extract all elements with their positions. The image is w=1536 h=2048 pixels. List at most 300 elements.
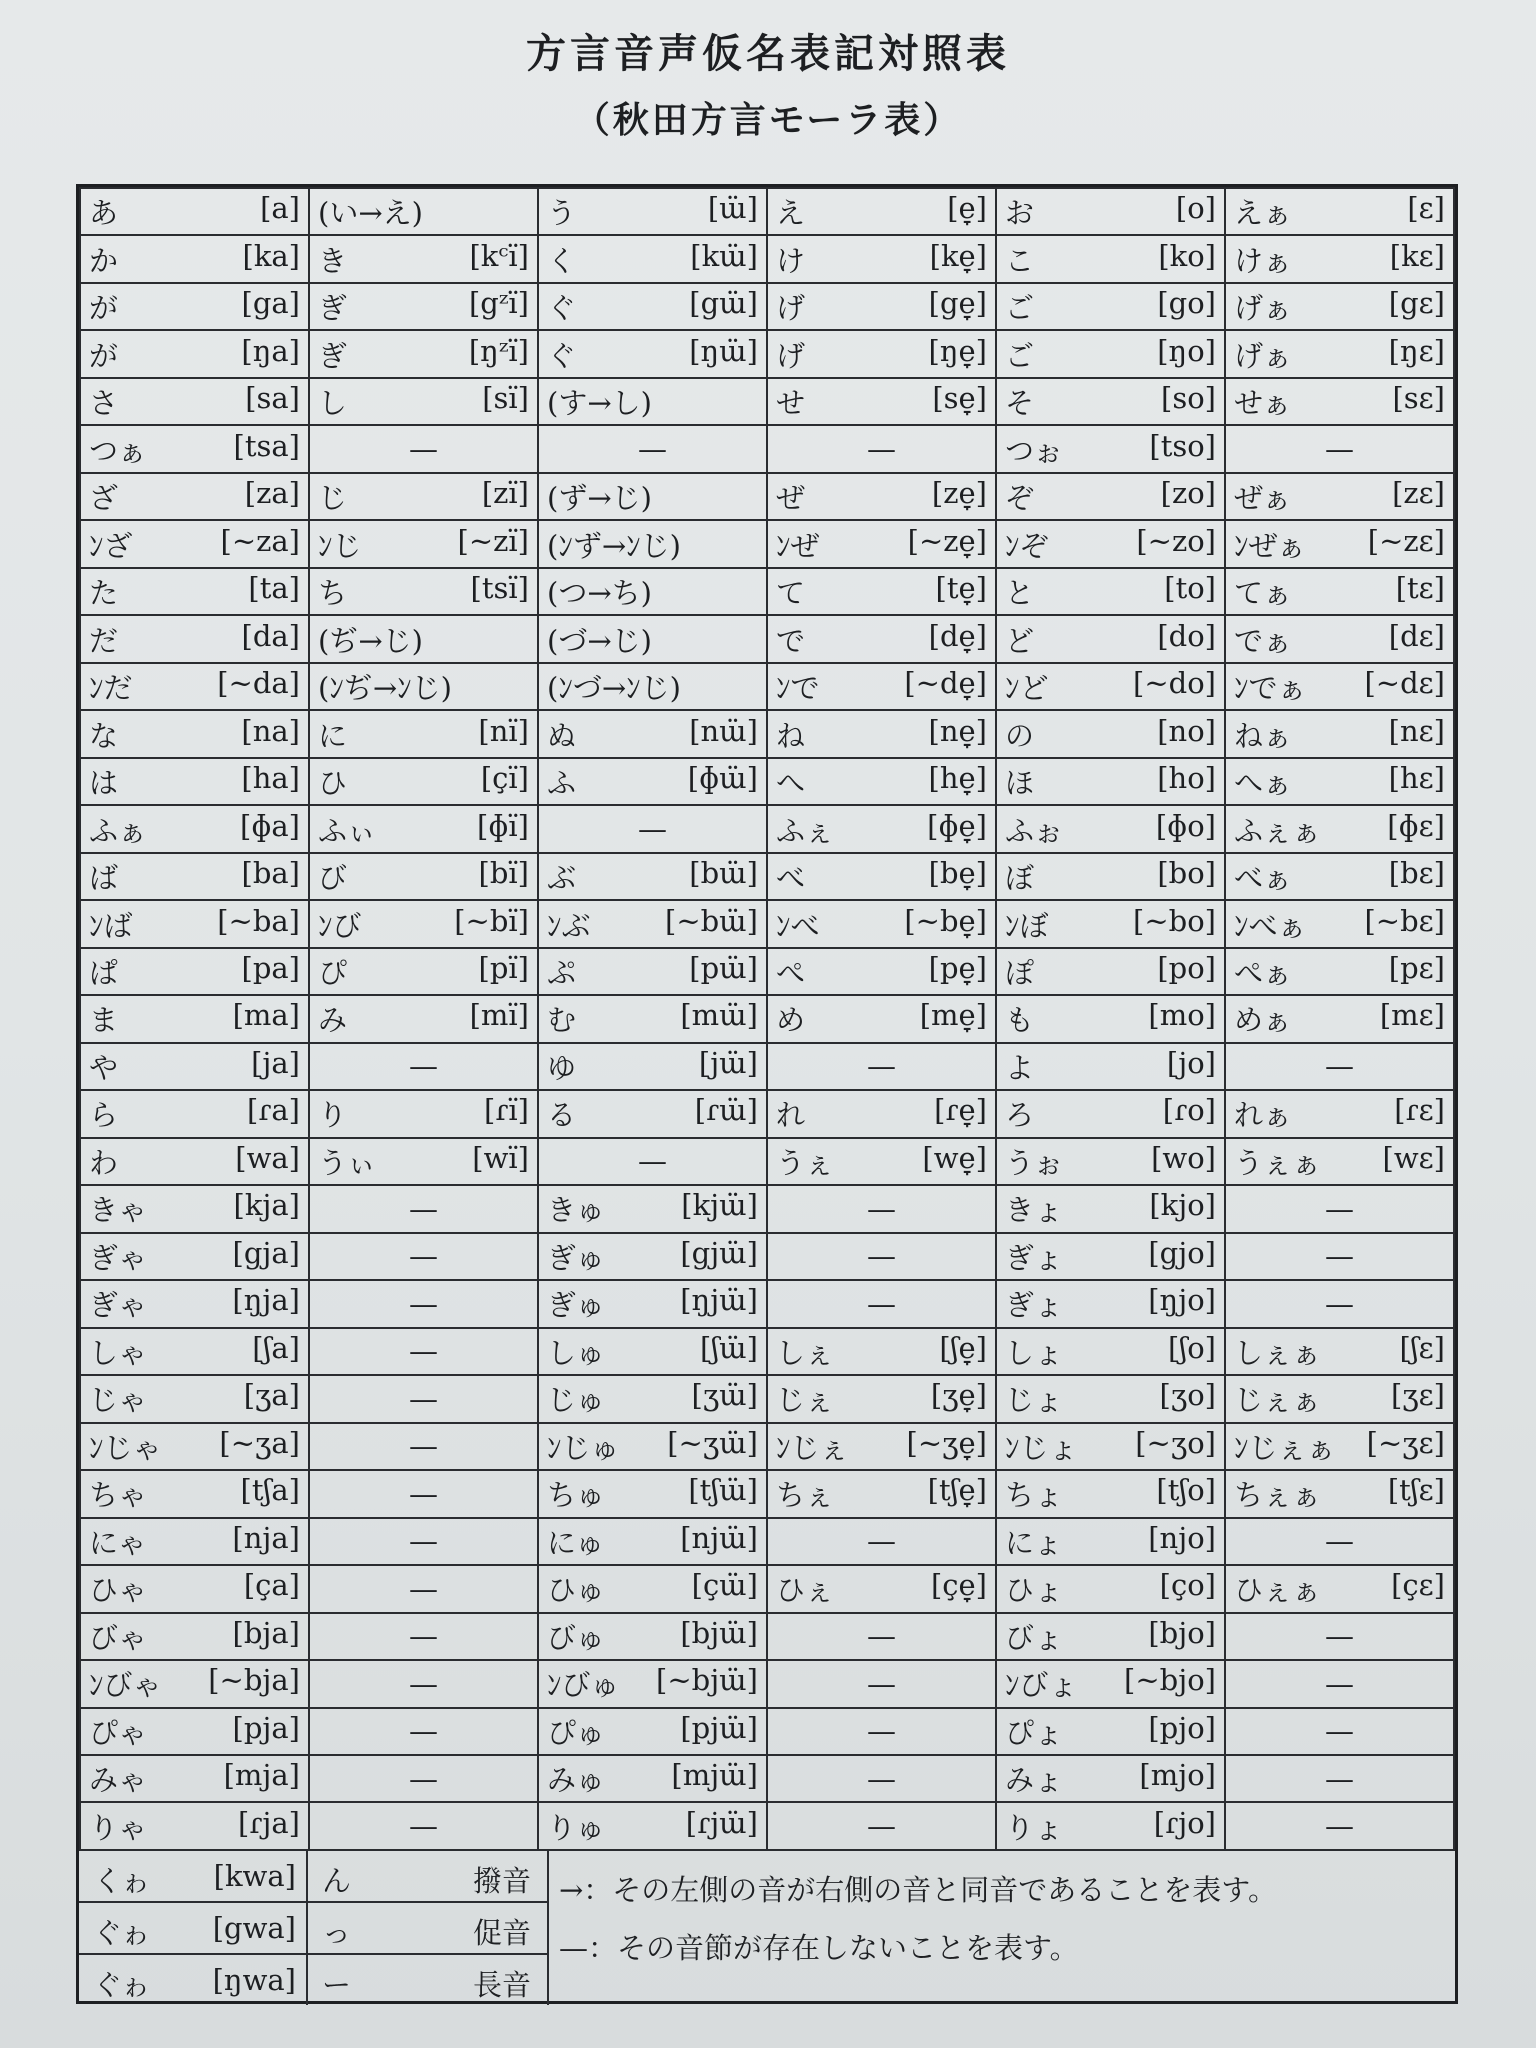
table-row xyxy=(80,520,1454,567)
absent-mark: — xyxy=(409,1714,438,1749)
kana-text: ﾝぶ xyxy=(547,908,591,943)
table-cell xyxy=(996,805,1225,852)
kana-text: も xyxy=(1005,1003,1035,1038)
phonetic-text: [ɾɛ] xyxy=(1394,1093,1445,1128)
kana-text: ﾝびゅ xyxy=(547,1668,620,1703)
table-row xyxy=(80,900,1454,947)
phonetic-text: [nɯ̈] xyxy=(689,713,758,748)
merge-note: (す→し) xyxy=(547,386,652,421)
table-cell xyxy=(80,1470,309,1517)
kana-text: くゎ xyxy=(93,1864,151,1898)
kana-text: げ xyxy=(776,291,806,326)
phonetic-text: [nɛ] xyxy=(1388,713,1445,748)
phonetic-text: [~ʒe̞] xyxy=(906,1425,987,1460)
table-cell xyxy=(767,1090,996,1137)
table-cell xyxy=(996,283,1225,330)
table-cell xyxy=(1225,1375,1454,1422)
kana-text: ぐゎ xyxy=(93,1916,151,1950)
page-title: 方言音声仮名表記対照表 xyxy=(526,30,1010,77)
kana-text: ﾝびょ xyxy=(1005,1668,1078,1703)
kana-text: びょ xyxy=(1005,1620,1064,1655)
absent-mark: — xyxy=(867,1666,896,1701)
kana-text: みゅ xyxy=(547,1763,606,1798)
phonetic-text: [tsï] xyxy=(470,571,529,606)
table-cell xyxy=(80,283,309,330)
phonetic-text: [bɛ] xyxy=(1388,856,1445,891)
phonetic-text: [ɯ̈] xyxy=(707,191,758,226)
phonetic-text: [wï] xyxy=(472,1140,529,1175)
merge-note: (つ→ち) xyxy=(547,576,652,611)
phonetic-text: [ha] xyxy=(241,761,300,796)
phonetic-text: [ɾa] xyxy=(246,1093,300,1128)
phonetic-text: [~bjo] xyxy=(1124,1663,1216,1698)
phonetic-text: [ho] xyxy=(1157,761,1216,796)
kana-text: ぞ xyxy=(1005,481,1035,516)
table-cell xyxy=(1225,948,1454,995)
table-cell xyxy=(80,758,309,805)
table-cell xyxy=(309,1043,538,1090)
phonetic-text: [~zɛ] xyxy=(1367,523,1445,558)
phonetic-text: [no] xyxy=(1157,713,1216,748)
phonetic-text: [to] xyxy=(1164,571,1216,606)
phonetic-text: [kjɯ̈] xyxy=(681,1188,758,1223)
table-cell xyxy=(1225,283,1454,330)
table-row xyxy=(80,758,1454,805)
table-cell xyxy=(996,1185,1225,1232)
kana-text: ぜぁ xyxy=(1234,481,1292,516)
absent-mark: — xyxy=(638,1144,667,1179)
table-cell xyxy=(767,188,996,235)
merge-note: (ﾝぢ→ﾝじ) xyxy=(318,671,452,706)
table-cell xyxy=(996,568,1225,615)
table-cell xyxy=(309,378,538,425)
table-cell xyxy=(996,1660,1225,1707)
kana-text: しゅ xyxy=(547,1335,606,1370)
table-cell xyxy=(996,330,1225,377)
table-cell xyxy=(80,188,309,235)
table-cell xyxy=(538,1565,767,1612)
phonetic-text: [tʃo] xyxy=(1156,1473,1216,1508)
kana-text: じゅ xyxy=(547,1383,606,1418)
phonetic-text: [pjo] xyxy=(1148,1710,1216,1745)
kana-text: ふぇ xyxy=(776,813,835,848)
absent-mark: — xyxy=(1325,1286,1354,1321)
table-cell xyxy=(996,995,1225,1042)
phonetic-text: [sï] xyxy=(482,381,529,416)
table-cell xyxy=(767,473,996,520)
table-cell xyxy=(1225,520,1454,567)
phonetic-text: [jo] xyxy=(1166,1045,1216,1080)
phonetic-text: [njɯ̈] xyxy=(680,1520,758,1555)
table-cell xyxy=(767,758,996,805)
table-cell xyxy=(309,1613,538,1660)
phonetic-text: [~dɛ] xyxy=(1364,666,1445,701)
table-cell xyxy=(309,425,538,472)
phonetic-text: [jɯ̈] xyxy=(698,1045,758,1080)
table-cell xyxy=(1225,330,1454,377)
kana-text: ぴゃ xyxy=(89,1715,148,1750)
kana-text: てぁ xyxy=(1234,576,1293,611)
table-cell xyxy=(80,1233,309,1280)
phonetic-text: [te̞] xyxy=(935,571,987,606)
absent-mark: — xyxy=(409,1524,438,1559)
table-cell xyxy=(1225,1660,1454,1707)
phonetic-text: [ŋo] xyxy=(1157,333,1216,368)
table-cell xyxy=(309,1138,538,1185)
phonetic-text: [ʃe̞] xyxy=(939,1330,987,1365)
phonetic-text: [ŋjɯ̈] xyxy=(680,1283,758,1318)
absent-mark: — xyxy=(867,1524,896,1559)
kana-text: ぴゅ xyxy=(547,1715,606,1750)
table-cell xyxy=(767,1423,996,1470)
kana-text: ﾝび xyxy=(318,908,362,943)
absent-mark: — xyxy=(409,1619,438,1654)
phonetic-text: [bjo] xyxy=(1148,1615,1216,1650)
table-row xyxy=(80,235,1454,282)
phonetic-text: [sa] xyxy=(245,381,300,416)
kana-text: る xyxy=(547,1098,577,1133)
table-cell xyxy=(1225,853,1454,900)
phonetic-text: [~do] xyxy=(1133,666,1216,701)
absent-mark: — xyxy=(867,1809,896,1844)
table-cell xyxy=(1225,378,1454,425)
kana-text: ぺぁ xyxy=(1234,955,1293,990)
kana-text: にょ xyxy=(1005,1525,1063,1560)
legend-kana-cell xyxy=(79,1955,308,2005)
kana-text: へ xyxy=(776,766,806,801)
table-cell xyxy=(767,1470,996,1517)
phonetic-text: [ŋjo] xyxy=(1148,1283,1216,1318)
kana-text: びゃ xyxy=(89,1620,148,1655)
table-cell xyxy=(80,1660,309,1707)
phonetic-text: [ja] xyxy=(251,1045,300,1080)
phonetic-text: [gɯ̈] xyxy=(689,286,758,321)
kana-text: か xyxy=(89,243,119,278)
table-cell xyxy=(80,948,309,995)
kana-text: せ xyxy=(776,386,806,421)
absent-mark: — xyxy=(1325,1239,1354,1274)
table-cell xyxy=(1225,1423,1454,1470)
phonetic-text: [wɛ] xyxy=(1382,1140,1445,1175)
kana-text: ふぉ xyxy=(1005,813,1064,848)
table-cell xyxy=(538,1280,767,1327)
kana-text: じぇぁ xyxy=(1234,1383,1322,1418)
kana-text: しぇぁ xyxy=(1234,1335,1322,1370)
kana-text: りゃ xyxy=(89,1810,148,1845)
table-cell xyxy=(767,330,996,377)
table-cell xyxy=(309,1660,538,1707)
table-cell xyxy=(767,900,996,947)
kana-text: ぴ xyxy=(318,955,348,990)
kana-text: つぁ xyxy=(89,433,147,468)
kana-text: ろ xyxy=(1005,1098,1035,1133)
mora-table-body xyxy=(80,188,1454,1850)
phonetic-text: [we̞] xyxy=(922,1140,987,1175)
phonetic-text: [ma] xyxy=(232,998,300,1033)
kana-text: き xyxy=(318,243,348,278)
table-cell xyxy=(538,283,767,330)
kana-text: に xyxy=(318,718,348,753)
table-cell xyxy=(767,615,996,662)
phonetic-text: [kᶜï] xyxy=(469,238,529,273)
table-cell xyxy=(80,663,309,710)
table-cell xyxy=(1225,1043,1454,1090)
table-row xyxy=(80,330,1454,377)
table-cell xyxy=(767,1328,996,1375)
phonetic-text: [zï] xyxy=(481,476,529,511)
phonetic-text: [bjɯ̈] xyxy=(680,1615,758,1650)
table-row xyxy=(80,1708,1454,1755)
kana-text: でぁ xyxy=(1234,623,1293,658)
table-cell xyxy=(538,1233,767,1280)
phonetic-text: [nï] xyxy=(478,713,529,748)
absent-mark: — xyxy=(409,1429,438,1464)
kana-text: ﾝぞ xyxy=(1005,528,1049,563)
phonetic-text: [ʒe̞] xyxy=(930,1378,987,1413)
table-cell xyxy=(996,710,1225,757)
table-cell xyxy=(1225,188,1454,235)
table-cell xyxy=(767,1280,996,1327)
table-cell xyxy=(1225,805,1454,852)
phonetic-text: [ɸï] xyxy=(477,808,529,843)
kana-text: が xyxy=(89,338,119,373)
table-cell xyxy=(996,900,1225,947)
table-cell xyxy=(767,1755,996,1802)
kana-text: ﾝで xyxy=(776,671,820,706)
kana-text: ぺ xyxy=(776,955,806,990)
table-cell xyxy=(309,473,538,520)
table-cell xyxy=(996,235,1225,282)
kana-text: ぎゃ xyxy=(89,1240,148,1275)
table-row xyxy=(80,425,1454,472)
phonetic-text: [~bï] xyxy=(454,903,529,938)
kana-text: が xyxy=(89,291,119,326)
kana-text: と xyxy=(1005,576,1035,611)
phonetic-text: [mɯ̈] xyxy=(680,998,758,1033)
kana-text: ふぇぁ xyxy=(1234,813,1322,848)
table-cell xyxy=(80,1518,309,1565)
table-cell xyxy=(309,710,538,757)
table-row xyxy=(80,1613,1454,1660)
phonetic-text: [bo] xyxy=(1157,856,1216,891)
phonetic-text: [ɾï] xyxy=(483,1093,529,1128)
table-cell xyxy=(1225,663,1454,710)
table-row xyxy=(80,1565,1454,1612)
phonetic-text: [bja] xyxy=(232,1615,300,1650)
table-row xyxy=(80,1233,1454,1280)
table-cell xyxy=(767,663,996,710)
kana-text: な xyxy=(89,718,119,753)
table-cell xyxy=(309,1708,538,1755)
legend-row xyxy=(79,1955,549,2005)
phonetic-text: [ŋᶻï] xyxy=(468,333,529,368)
phonetic-text: [~ʒo] xyxy=(1135,1425,1216,1460)
phonetic-text: [kɯ̈] xyxy=(690,238,758,273)
table-row xyxy=(80,378,1454,425)
kana-text: だ xyxy=(89,623,119,658)
phonetic-text: [ʃɛ] xyxy=(1399,1330,1445,1365)
absent-mark: — xyxy=(1325,1809,1354,1844)
phonetic-text: [çe̞] xyxy=(930,1568,987,1603)
table-cell xyxy=(538,1375,767,1422)
table-cell xyxy=(309,235,538,282)
kana-text: ら xyxy=(89,1098,119,1133)
phonetic-text: [ɸe̞] xyxy=(927,808,987,843)
phonetic-text: [ʒo] xyxy=(1159,1378,1216,1413)
kana-text: ぎゅ xyxy=(547,1240,606,1275)
table-cell xyxy=(767,378,996,425)
absent-mark: — xyxy=(867,432,896,467)
absent-mark: — xyxy=(409,1571,438,1606)
phonetic-text: [ŋja] xyxy=(232,1283,300,1318)
table-cell xyxy=(767,235,996,282)
table-cell xyxy=(538,805,767,852)
phonetic-text: [ŋa] xyxy=(241,333,300,368)
table-cell xyxy=(538,568,767,615)
phonetic-text: [kɛ] xyxy=(1389,238,1445,273)
table-cell xyxy=(996,520,1225,567)
table-cell xyxy=(996,1423,1225,1470)
kana-text: けぁ xyxy=(1234,243,1293,278)
phonetic-text: [ça] xyxy=(243,1568,300,1603)
symbol-meaning: 促音 xyxy=(472,1916,531,1950)
phonetic-text: [so] xyxy=(1161,381,1216,416)
phonetic-text: [sɛ] xyxy=(1392,381,1445,416)
phonetic-text: [tʃe̞] xyxy=(927,1473,987,1508)
table-cell xyxy=(309,283,538,330)
table-cell xyxy=(1225,995,1454,1042)
table-cell xyxy=(80,1423,309,1470)
kana-text: ぴょ xyxy=(1005,1715,1064,1750)
table-cell xyxy=(309,1375,538,1422)
table-cell xyxy=(309,663,538,710)
table-cell xyxy=(1225,568,1454,615)
table-cell xyxy=(767,425,996,472)
phonetic-text: [ʃo] xyxy=(1168,1330,1216,1365)
kana-text: ぶ xyxy=(547,861,577,896)
phonetic-text: [ɾjo] xyxy=(1153,1805,1216,1840)
phonetic-text: [ba] xyxy=(241,856,300,891)
phonetic-text: [zɛ] xyxy=(1392,476,1445,511)
absent-mark: — xyxy=(409,1239,438,1274)
phonetic-text: [ga] xyxy=(241,286,300,321)
table-cell xyxy=(309,758,538,805)
table-cell xyxy=(1225,1470,1454,1517)
legend-symbol-cell xyxy=(308,1851,549,1901)
legend-row xyxy=(79,1851,549,1903)
phonetic-text: [ne̞] xyxy=(928,713,987,748)
phonetic-text: [ʃɯ̈] xyxy=(700,1330,758,1365)
table-row xyxy=(80,805,1454,852)
phonetic-text: [me̞] xyxy=(919,998,987,1033)
phonetic-text: [~ʒɛ] xyxy=(1366,1425,1445,1460)
table-cell xyxy=(1225,900,1454,947)
kana-text: ﾝど xyxy=(1005,671,1049,706)
kana-text: ぎゃ xyxy=(89,1288,148,1323)
table-cell xyxy=(538,995,767,1042)
kana-text: ふぃ xyxy=(318,813,377,848)
kana-text: は xyxy=(89,766,119,801)
kana-text: ね xyxy=(776,718,806,753)
table-cell xyxy=(767,520,996,567)
phonetic-text: [kjo] xyxy=(1149,1188,1216,1223)
absent-mark: — xyxy=(1325,1619,1354,1654)
phonetic-text: [ge̞] xyxy=(928,286,987,321)
phonetic-text: [ŋe̞] xyxy=(928,333,987,368)
table-row xyxy=(80,663,1454,710)
absent-mark: — xyxy=(867,1191,896,1226)
phonetic-text: [~za] xyxy=(220,523,300,558)
phonetic-text: [pe̞] xyxy=(928,950,987,985)
table-cell xyxy=(1225,1518,1454,1565)
absent-mark: — xyxy=(1325,1666,1354,1701)
kana-text: ひゃ xyxy=(89,1573,148,1608)
legend-notes xyxy=(559,1861,1277,1977)
legend-section xyxy=(79,1849,1455,2003)
kana-text: じゃ xyxy=(89,1383,148,1418)
phonetic-text: [mo] xyxy=(1148,998,1216,1033)
phonetic-text: [e̞] xyxy=(947,191,987,226)
table-cell xyxy=(1225,473,1454,520)
kana-text: りょ xyxy=(1005,1810,1064,1845)
absent-mark: — xyxy=(1325,1761,1354,1796)
phonetic-text: [pa] xyxy=(241,950,300,985)
table-cell xyxy=(80,1090,309,1137)
kana-text: で xyxy=(776,623,806,658)
phonetic-text: [se̞] xyxy=(932,381,987,416)
phonetic-text: [~ze̞] xyxy=(907,523,987,558)
kana-text: ち xyxy=(318,576,348,611)
phonetic-text: [ze̞] xyxy=(931,476,987,511)
table-cell xyxy=(80,1375,309,1422)
table-row xyxy=(80,1043,1454,1090)
phonetic-text: [~bɯ̈] xyxy=(665,903,758,938)
phonetic-text: [gjo] xyxy=(1148,1235,1216,1270)
table-cell xyxy=(767,853,996,900)
kana-text: ﾝでぁ xyxy=(1234,671,1307,706)
legend-table xyxy=(79,1851,549,2003)
kana-text: ひ xyxy=(318,766,348,801)
merge-note: (ぢ→じ) xyxy=(318,623,423,658)
table-cell xyxy=(80,235,309,282)
kana-text: ぼ xyxy=(1005,861,1035,896)
kana-text: べぁ xyxy=(1234,861,1293,896)
phonetic-text: [ɾo] xyxy=(1162,1093,1216,1128)
phonetic-text: [go] xyxy=(1157,286,1216,321)
absent-mark: — xyxy=(867,1761,896,1796)
table-cell xyxy=(767,1565,996,1612)
phonetic-text: [ŋɯ̈] xyxy=(689,333,758,368)
phonetic-text: [do] xyxy=(1157,618,1216,653)
kana-text: ちょ xyxy=(1005,1478,1064,1513)
legend-kana-cell xyxy=(79,1903,308,1953)
table-cell xyxy=(309,1518,538,1565)
kana-text: し xyxy=(318,386,348,421)
merge-note: (ﾝず→ﾝじ) xyxy=(547,528,681,563)
kana-text: ぐ xyxy=(547,338,577,373)
table-cell xyxy=(538,710,767,757)
kana-text: ひぇぁ xyxy=(1234,1573,1322,1608)
table-cell xyxy=(767,1375,996,1422)
kana-text: え xyxy=(776,196,806,231)
table-row xyxy=(80,1328,1454,1375)
phonetic-text: [pja] xyxy=(232,1710,300,1745)
table-cell xyxy=(996,1328,1225,1375)
kana-text: ちぇぁ xyxy=(1234,1478,1322,1513)
phonetic-text: [gja] xyxy=(232,1235,300,1270)
legend-symbol-cell xyxy=(308,1903,549,1953)
phonetic-text: [~ʒa] xyxy=(219,1425,300,1460)
